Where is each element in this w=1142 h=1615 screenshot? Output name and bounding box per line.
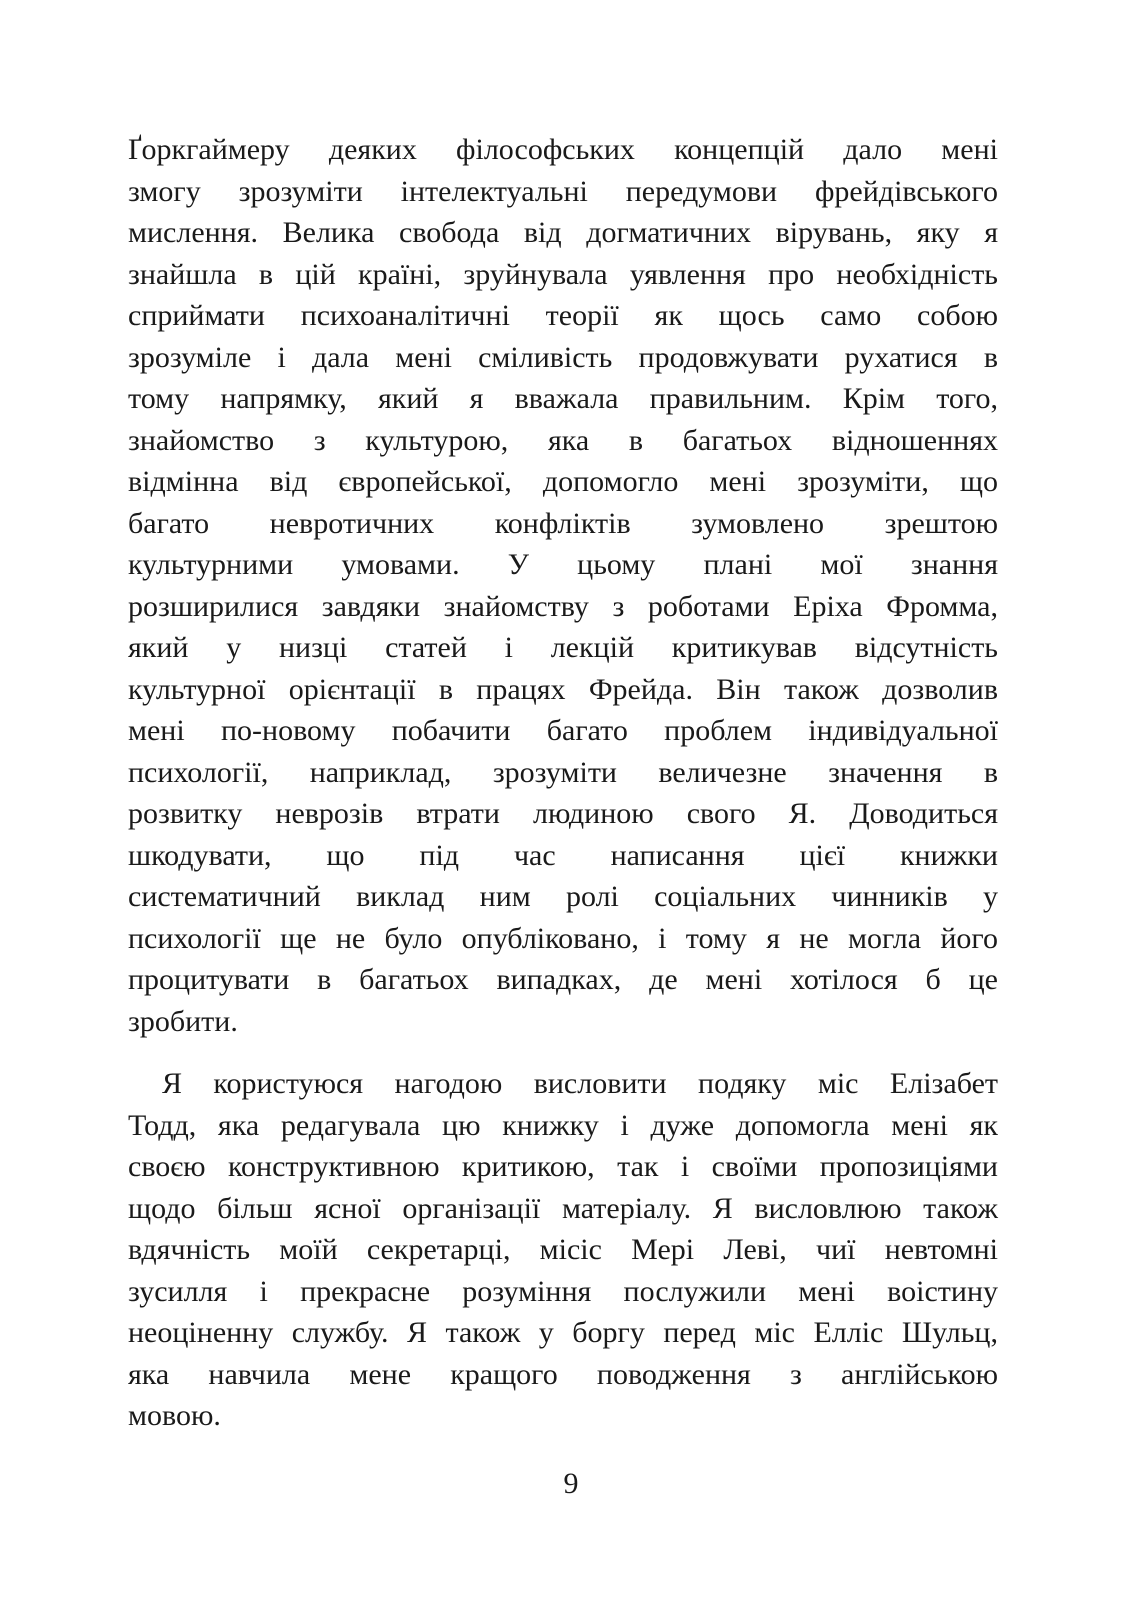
text-line: процитувати в багатьох випадках, де мені хотілося б це <box>128 963 998 996</box>
text-line: Я користуюся нагодою висловити подяку міс Елізабет <box>162 1067 998 1100</box>
text-line: Тодд, яка редагувала цю книжку і дуже допомогла мені як <box>128 1108 998 1142</box>
text-line: тому напрямку, який я вважала правильним. Крім того, <box>128 382 998 415</box>
text-line: неоціненну службу. Я також у боргу перед міс Елліс Шульц, <box>128 1316 998 1349</box>
text-line: мовою. <box>128 1399 221 1432</box>
paragraph-1 <box>128 129 998 1042</box>
text-line: знайшла в цій країні, зруйнувала уявлення про необхідність <box>128 257 998 291</box>
text-line: своєю конструктивною критикою, так і своїми пропозиціями <box>128 1150 998 1183</box>
paragraph-spacer <box>128 1042 998 1063</box>
text-line: щодо більш ясної організації матеріалу. Я висловлюю також <box>128 1191 998 1225</box>
text-line: розширилися завдяки знайомству з роботами Еріха Фромма, <box>128 589 998 623</box>
text-line: зробити. <box>128 1004 238 1038</box>
text-line: систематичний виклад ним ролі соціальних чинників у <box>128 880 998 913</box>
text-line: шкодувати, що під час написання цієї книжки <box>128 838 998 872</box>
text-line: розвитку неврозів втрати людиною свого Я. Доводиться <box>128 797 998 830</box>
body-text <box>128 129 998 1437</box>
text-line: вдячність моїй секретарці, місіс Мері Леві, чиї невтомні <box>128 1233 998 1266</box>
text-line: зрозуміле і дала мені сміливість продовжувати рухатися в <box>128 340 998 374</box>
text-line: зусилля і прекрасне розуміння послужили мені воістину <box>128 1274 998 1308</box>
text-line: культурними умовами. У цьому плані мої знання <box>128 548 998 581</box>
text-line: змогу зрозуміти інтелектуальні передумови фрейдівського <box>128 174 998 208</box>
text-line: культурної орієнтації в працях Фрейда. Він також дозволив <box>128 672 998 706</box>
text-line: психології ще не було опубліковано, і тому я не могла його <box>128 921 998 955</box>
text-line: психології, наприклад, зрозуміти величезне значення в <box>128 755 998 789</box>
page-number: 9 <box>563 1467 579 1500</box>
paragraph-2 <box>128 1063 998 1437</box>
text-line: знайомство з культурою, яка в багатьох відношеннях <box>128 423 998 457</box>
text-line: яка навчила мене кращого поводження з англійською <box>128 1357 998 1391</box>
text-line: Ґоркгаймеру деяких філософських концепцій дало мені <box>128 133 998 166</box>
text-line: який у низці статей і лекцій критикував відсутність <box>128 631 998 664</box>
text-line: сприймати психоаналітичні теорії як щось само собою <box>128 299 998 332</box>
text-line: мені по-новому побачити багато проблем індивідуальної <box>128 714 998 747</box>
text-line: відмінна від європейської, допомогло мені зрозуміти, що <box>128 465 998 498</box>
text-line: багато невротичних конфліктів зумовлено зрештою <box>128 506 998 540</box>
text-line: мислення. Велика свобода від догматичних вірувань, яку я <box>128 216 998 249</box>
